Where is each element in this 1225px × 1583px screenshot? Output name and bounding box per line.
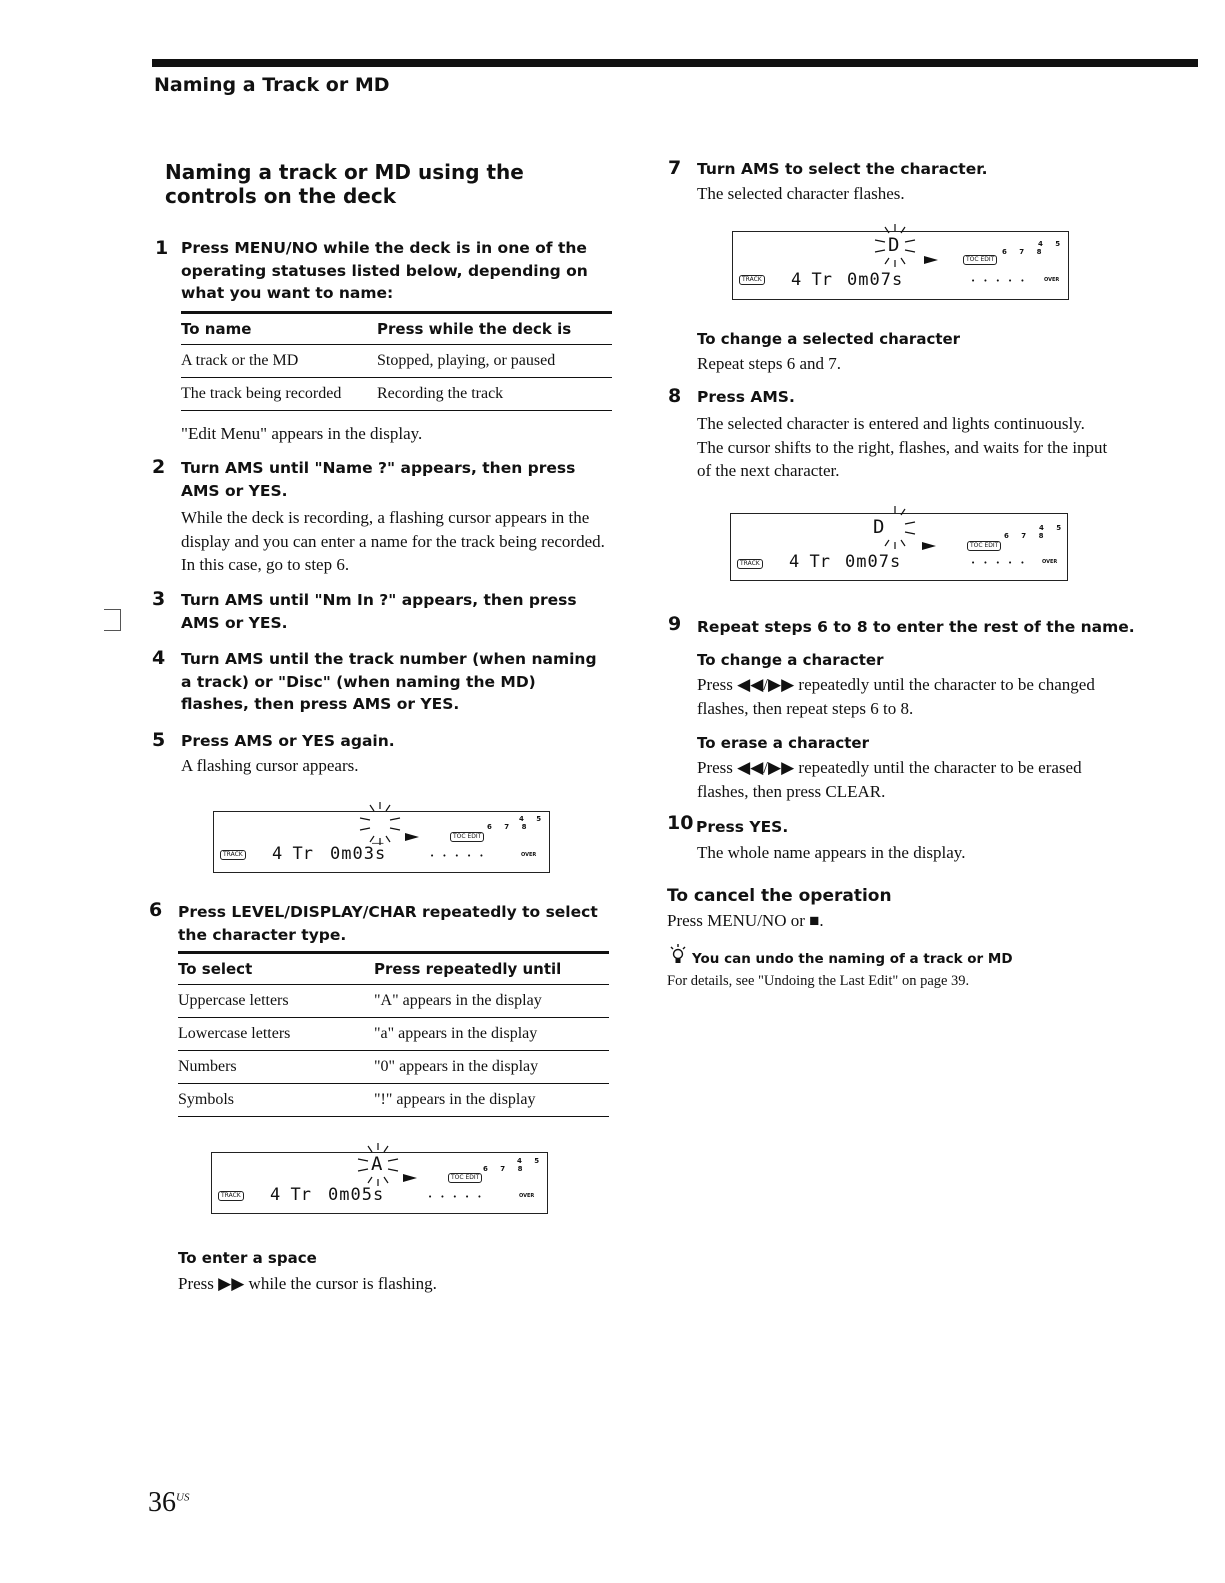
track-numbers: 6 7 8 xyxy=(1002,248,1047,256)
track-numbers: 6 7 8 xyxy=(487,823,532,831)
level-dots: • • • • • xyxy=(430,852,487,860)
play-icon xyxy=(403,1174,417,1182)
table-row xyxy=(178,1084,609,1117)
toc-edit-badge: TOC EDIT xyxy=(450,832,484,842)
track-readout: 4 Tr xyxy=(272,844,313,864)
step-number: 8 xyxy=(668,385,682,407)
table-cell: "A" appears in the display xyxy=(374,985,609,1018)
track-numbers: 4 5 xyxy=(1039,524,1067,532)
toc-edit-badge: TOC EDIT xyxy=(448,1173,482,1183)
step-number: 6 xyxy=(149,899,163,921)
step-6-text: Press LEVEL/DISPLAY/CHAR repeatedly to select the character type. xyxy=(178,903,598,944)
track-readout: 4 Tr xyxy=(270,1185,311,1205)
step-5-body: A flashing cursor appears. xyxy=(181,756,359,775)
step-3-text: Turn AMS until "Nm In ?" appears, then press AMS or YES. xyxy=(181,591,577,632)
header-rule xyxy=(152,59,1198,67)
space-title: To enter a space xyxy=(178,1249,317,1267)
tip-body: For details, see "Undoing the Last Edit" on page 39. xyxy=(667,973,970,989)
cancel-body: Press MENU/NO or ■. xyxy=(667,911,824,930)
step-7-text: Turn AMS to select the character. xyxy=(697,160,988,178)
step-10-body: The whole name appears in the display. xyxy=(697,843,966,862)
track-readout: 4 Tr xyxy=(791,270,832,290)
step-4-text: Turn AMS until the track number (when naming a track) or "Disc" (when naming the MD) flashes, then press AMS or YES. xyxy=(181,650,597,713)
cursor-char: A xyxy=(371,1153,383,1175)
cancel-title: To cancel the operation xyxy=(667,886,892,906)
time-readout: 0m07s xyxy=(847,270,904,290)
time-readout: 0m03s xyxy=(330,844,387,864)
erase-char-body: Press ◀◀/▶▶ repeatedly until the character to be erased flashes, then press CLEAR. xyxy=(697,758,1082,801)
time-readout: 0m07s xyxy=(845,552,902,572)
step-8-body: The selected character is entered and lights continuously. The cursor shifts to the right, flashes, and waits for the input of the next character. xyxy=(697,414,1108,480)
over-label: OVER xyxy=(1044,277,1060,283)
step-2-body: While the deck is recording, a flashing cursor appears in the display and you can enter a name for the track being recorded. In this case, go to step 6. xyxy=(181,508,605,574)
page-number xyxy=(148,1487,189,1519)
table-row xyxy=(178,1018,609,1051)
erase-char-title: To erase a character xyxy=(697,734,869,752)
change-selected-body: Repeat steps 6 and 7. xyxy=(697,354,841,373)
track-badge: TRACK xyxy=(220,850,246,860)
main-heading: Naming a track or MD using the controls on the deck xyxy=(165,160,524,208)
step-5-text: Press AMS or YES again. xyxy=(181,732,395,750)
table-cell: Stopped, playing, or paused xyxy=(377,345,612,378)
table-cell: "0" appears in the display xyxy=(374,1051,609,1084)
table-row xyxy=(181,378,612,411)
over-label: OVER xyxy=(519,1193,535,1199)
table-row xyxy=(178,985,609,1018)
track-numbers: 6 7 8 xyxy=(483,1165,528,1173)
lcd-display-step5 xyxy=(213,811,550,873)
table-cell: The track being recorded xyxy=(181,378,377,411)
tip-title: You can undo the naming of a track or MD xyxy=(692,951,1013,967)
table-header: To name xyxy=(181,313,377,345)
table-row xyxy=(178,1051,609,1084)
step-9-text: Repeat steps 6 to 8 to enter the rest of the name. xyxy=(697,618,1135,636)
margin-mark xyxy=(104,609,121,631)
space-body: Press ▶▶ while the cursor is flashing. xyxy=(178,1274,437,1293)
step-8-text: Press AMS. xyxy=(697,388,795,406)
lcd-display-step6 xyxy=(211,1152,548,1214)
cursor-char: D xyxy=(888,234,900,256)
level-dots: • • • • • xyxy=(428,1193,485,1201)
table-header: Press repeatedly until xyxy=(374,953,609,985)
play-icon xyxy=(405,833,419,841)
toc-edit-badge: TOC EDIT xyxy=(963,255,997,265)
play-icon xyxy=(924,256,938,264)
step-number: 9 xyxy=(668,613,682,635)
track-badge: TRACK xyxy=(218,1191,244,1201)
track-numbers: 4 5 xyxy=(519,815,547,823)
entered-char: D xyxy=(873,516,885,538)
table-cell: Recording the track xyxy=(377,378,612,411)
table-cell: "!" appears in the display xyxy=(374,1084,609,1117)
toc-edit-badge: TOC EDIT xyxy=(967,541,1001,551)
section-title: Naming a Track or MD xyxy=(154,74,390,96)
step-number: 3 xyxy=(152,588,166,610)
table-to-name xyxy=(181,311,612,411)
lightbulb-icon xyxy=(668,943,688,965)
cursor-char: _ xyxy=(372,822,384,844)
track-numbers: 4 5 xyxy=(517,1157,545,1165)
level-dots: • • • • • xyxy=(971,277,1028,285)
page-number-value: 36 xyxy=(148,1487,176,1518)
track-badge: TRACK xyxy=(739,275,765,285)
table-header: Press while the deck is xyxy=(377,313,612,345)
step-number: 4 xyxy=(152,647,166,669)
page-suffix: US xyxy=(176,1491,190,1504)
table-to-select xyxy=(178,951,609,1117)
change-char-body: Press ◀◀/▶▶ repeatedly until the character to be changed flashes, then repeat steps 6 to 8. xyxy=(697,675,1095,718)
table-row xyxy=(181,345,612,378)
table-cell: A track or the MD xyxy=(181,345,377,378)
step-number: 10 xyxy=(667,812,694,834)
step-1-text: Press MENU/NO while the deck is in one of the operating statuses listed below, depending on what you want to name: xyxy=(181,239,588,302)
over-label: OVER xyxy=(521,852,537,858)
step-1-after: "Edit Menu" appears in the display. xyxy=(181,424,423,443)
step-7-body: The selected character flashes. xyxy=(697,184,905,203)
step-10-text: Press YES. xyxy=(696,818,789,836)
table-cell: "a" appears in the display xyxy=(374,1018,609,1051)
table-cell: Lowercase letters xyxy=(178,1018,374,1051)
change-selected-title: To change a selected character xyxy=(697,330,961,348)
step-number: 7 xyxy=(668,157,682,179)
lcd-display-step7 xyxy=(732,231,1069,300)
play-icon xyxy=(922,542,936,550)
lcd-display-step8 xyxy=(730,513,1068,581)
step-number: 5 xyxy=(152,729,166,751)
table-header: To select xyxy=(178,953,374,985)
level-dots: • • • • • xyxy=(971,559,1028,567)
table-cell: Symbols xyxy=(178,1084,374,1117)
step-number: 1 xyxy=(155,237,169,259)
track-readout: 4 Tr xyxy=(789,552,830,572)
time-readout: 0m05s xyxy=(328,1185,385,1205)
track-badge: TRACK xyxy=(737,559,763,569)
step-2-text: Turn AMS until "Name ?" appears, then press AMS or YES. xyxy=(181,459,576,500)
over-label: OVER xyxy=(1042,559,1058,565)
track-numbers: 6 7 8 xyxy=(1004,532,1049,540)
track-numbers: 4 5 xyxy=(1038,240,1066,248)
change-char-title: To change a character xyxy=(697,651,884,669)
table-cell: Numbers xyxy=(178,1051,374,1084)
table-cell: Uppercase letters xyxy=(178,985,374,1018)
step-number: 2 xyxy=(152,456,166,478)
